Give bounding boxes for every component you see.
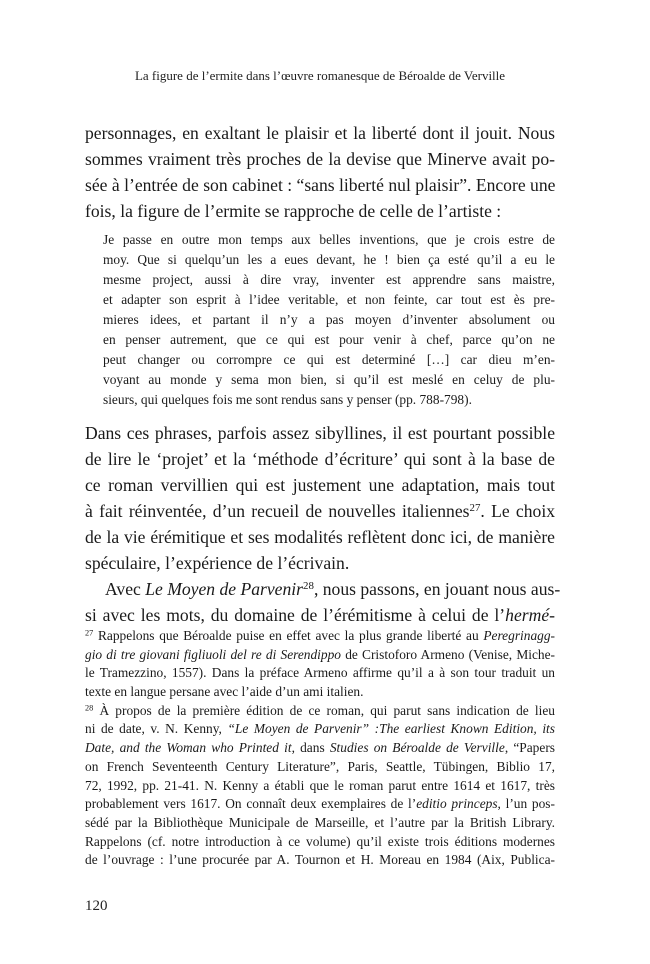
book-title: Studies on Béroalde de Verville: [329, 740, 505, 756]
text-line: sommes vraiment très proches de la devise que Minerve avait po-: [85, 149, 555, 169]
footnote-ref-27[interactable]: 27: [469, 502, 481, 514]
quote-line: et adapter son esprit à l’idee veritable, et non feinte, car tout est ès pre-: [103, 292, 555, 307]
quote-line: moy. Que si quelqu’un les a eues devant, he ! bien ça esté qu’il a eu le: [103, 252, 555, 267]
text-run: à fait réinventée, d’un recueil de nouvelles italiennes: [85, 501, 470, 521]
text-run: Avec: [105, 579, 146, 599]
footnote-28-line: on French Seventeenth Century Literature”, Paris, Seattle, Tübingen, Biblio 17,: [85, 758, 555, 774]
italic-run: editio princeps: [416, 796, 498, 812]
text-line: personnages, en exaltant le plaisir et la liberté dont il jouit. Nous: [85, 123, 555, 143]
quote-line: sieurs, qui quelques fois me sont rendus sans y penser (pp. 788-798).: [103, 392, 472, 407]
quote-line: en penser autrement, que ce qui est pour venir à chef, parce qu’on ne: [103, 332, 555, 347]
text-line: ce roman vervillien qui est justement une adaptation, mais tout: [85, 475, 555, 495]
text-line: [85, 498, 555, 524]
text-run: si avec les mots, du domaine de l’érémitisme à celui de l’: [85, 605, 506, 625]
text-line: [85, 576, 561, 602]
page-number: 120: [85, 898, 108, 914]
article-title: “Le Moyen de Parvenir” :The earliest Known Edition, its: [227, 721, 555, 737]
book-title: Le Moyen de Parvenir: [145, 579, 304, 599]
footnote-27-line: texte en langue persane avec l’aide d’un ami italien.: [85, 684, 364, 700]
text-run: , nous passons, en jouant nous aus-: [313, 579, 561, 599]
text-run: ni de date, v. N. Kenny,: [85, 721, 228, 737]
footnote-28-line: [85, 720, 555, 739]
book-page: [85, 0, 561, 964]
footnote-number: 27: [85, 628, 94, 638]
quote-line: mesme project, aussi à dire vray, inventer est apprendre sans maistre,: [103, 272, 555, 287]
book-title: gio di tre giovani figliuoli del re di Serendippo: [85, 646, 341, 662]
text-run: probablement vers 1617. On connaît deux exemplaires de l’: [85, 796, 417, 812]
text-run: . Le choix: [480, 501, 556, 521]
footnote-28-line: sédé par la Bibliothèque Municipale de Marseille, et l’autre par la British Library.: [85, 814, 555, 830]
quote-line: Je passe en outre mon temps aux belles inventions, que je crois estre de: [103, 232, 555, 247]
italic-run: hermé-: [505, 605, 555, 625]
footnote-28-line: de l’ouvrage : l’une procurée par A. Tournon et H. Moreau en 1984 (Aix, Publica-: [85, 852, 555, 868]
text-run: de Cristoforo Armeno (Venise, Miche-: [341, 646, 555, 662]
text-line: sée à l’entrée de son cabinet : “sans liberté nul plaisir”. Encore une: [85, 175, 556, 195]
running-header: La figure de l’ermite dans l’œuvre romanesque de Béroalde de Verville: [134, 68, 506, 83]
footnote-28-line: [85, 702, 555, 721]
text-line: [85, 602, 555, 628]
text-run: , “Papers: [504, 740, 555, 756]
text-line: spéculaire, l’expérience de l’écrivain.: [85, 553, 350, 573]
text-run: À propos de la première édition de ce roman, qui parut sans indication de lieu: [93, 702, 555, 718]
text-run: , dans: [291, 740, 330, 756]
paragraph-analysis: [85, 420, 561, 628]
text-line: fois, la figure de l’ermite se rapproche de celle de l’artiste :: [85, 201, 502, 221]
footnote-27-line: [85, 627, 555, 646]
quote-line: peut changer ou corrompre ce qui est determiné […] car dieu m’en-: [103, 352, 555, 367]
quote-line: mieres idees, et partant il n’y a pas moyen d’inventer absolument ou: [103, 312, 555, 327]
text-line: de la vie érémitique et ses modalités reflètent donc ici, de manière: [85, 527, 555, 547]
text-line: Dans ces phrases, parfois assez sibyllines, il est pourtant possible: [85, 423, 555, 443]
footnote-ref-28[interactable]: 28: [303, 580, 314, 592]
footnote-28-line: Rappelons (cf. notre introduction à ce volume) qu’il existe trois éditions modernes: [85, 833, 555, 849]
footnote-28-line: [85, 795, 555, 814]
text-run: , l’un pos-: [497, 796, 555, 812]
text-line: de lire le ‘projet’ et la ‘méthode d’écriture’ qui sont à la base de: [85, 449, 555, 469]
footnotes: [85, 627, 555, 870]
footnote-28-line: [85, 739, 555, 758]
footnote-28-line: 72, 1992, pp. 21-41. N. Kenny a établi que le roman parut entre 1614 et 1617, très: [85, 777, 555, 793]
text-run: Rappelons que Béroalde puise en effet avec la plus grande liberté au: [93, 628, 484, 643]
article-title: Date, and the Woman who Printed it: [85, 740, 292, 756]
book-title: Peregrinagg-: [483, 628, 555, 643]
footnote-number: 28: [85, 703, 94, 713]
footnote-27-line: le Tramezzino, 1557). Dans la préface Armeno affirme qu’il a à son tour traduit un: [85, 665, 555, 681]
block-quote: [103, 230, 555, 410]
quote-line: voyant au monde y sema mon bien, si qu’il est meslé en celuy de plu-: [103, 372, 555, 387]
paragraph-continuation: [85, 120, 555, 224]
footnote-27-line: [85, 646, 555, 665]
